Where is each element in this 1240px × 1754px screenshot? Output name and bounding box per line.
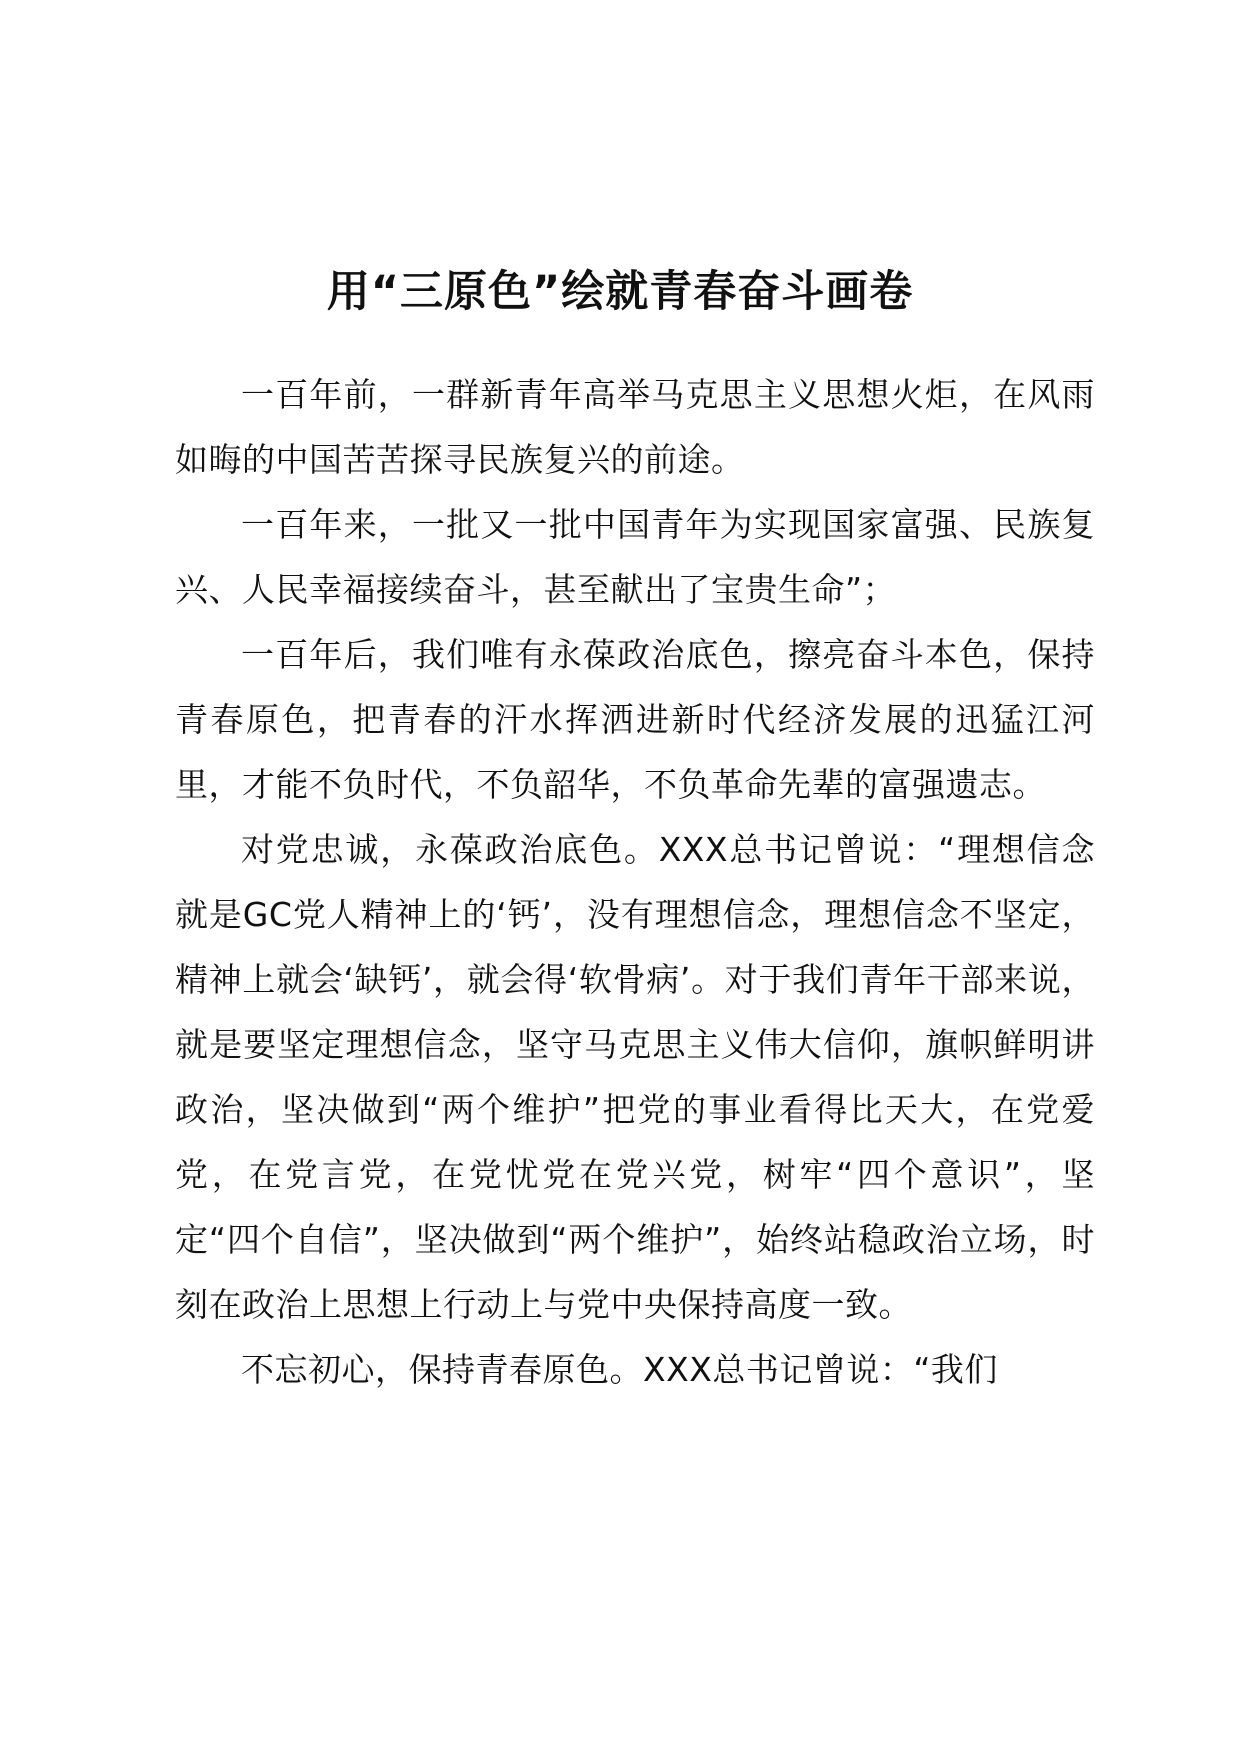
paragraph-4: 对党忠诚，永葆政治底色。XXX总书记曾说：“理想信念就是GC党人精神上的‘钙’，没有理想信念，理想信念不坚定，精神上就会‘缺钙’，就会得‘软骨病’。对于我们青年干部来说，就是要坚定理想信念，坚守马克思主义伟大信仰，旗帜鲜明讲政治，坚决做到“两个维护”把党的事业看得比天大，在党爱党，在党言党，在党忧党在党兴党，树牢“四个意识”，坚定“四个自信”，坚决做到“两个维护”，始终站稳政治立场，时刻在政治上思想上行动上与党中央保持高度一致。 <box>175 830 1095 1324</box>
paragraph-5: 不忘初心，保持青春原色。XXX总书记曾说：“我们 <box>241 1350 998 1389</box>
paragraph-3: 一百年后，我们唯有永葆政治底色，擦亮奋斗本色，保持青春原色，把青春的汗水挥洒进新时代经济发展的迅猛江河里，才能不负时代，不负韶华，不负革命先辈的富强遗志。 <box>175 635 1095 804</box>
paragraph-2: 一百年来，一批又一批中国青年为实现国家富强、民族复兴、人民幸福接续奋斗，甚至献出了宝贵生命”； <box>175 505 1095 609</box>
paragraph-1: 一百年前，一群新青年高举马克思主义思想火炬，在风雨如晦的中国苦苦探寻民族复兴的前途。 <box>175 375 1095 479</box>
document-title: 用“三原色”绘就青春奋斗画卷 <box>326 267 914 317</box>
document-body <box>175 362 1095 1402</box>
